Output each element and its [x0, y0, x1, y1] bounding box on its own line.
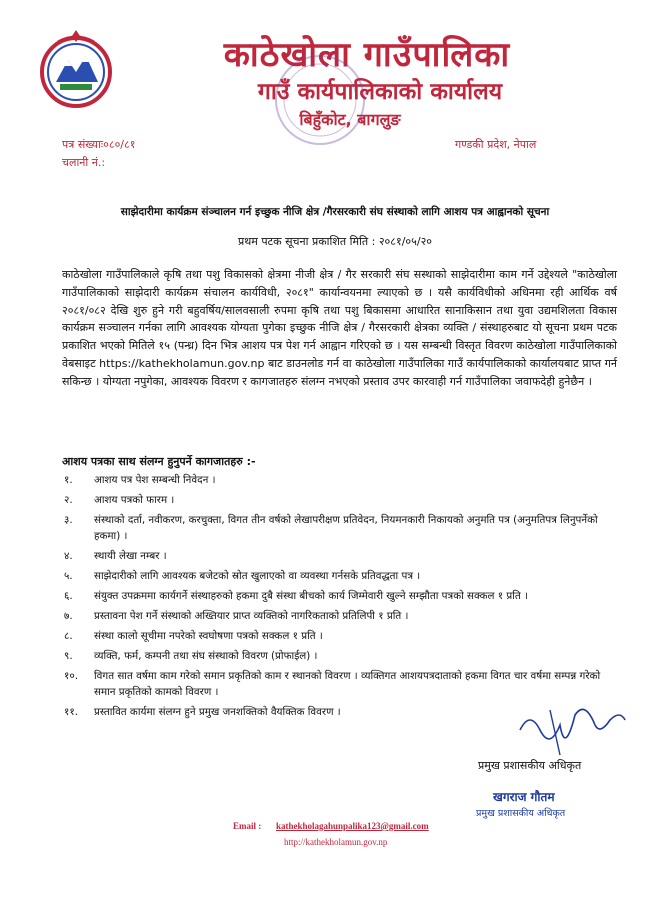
- documents-list: [62, 472, 622, 724]
- municipality-emblem: [36, 30, 116, 110]
- email-link[interactable]: kathekholagahunpalika123@gmail.com: [276, 821, 429, 831]
- document-item-text: विगत सात वर्षमा काम गरेको समान प्रकृतिको काम र स्थानको विवरण । व्यक्तिगत आशयपत्रदाताको हकमा विगत चार वर्षमा सम्पन्न गरेको समान प्रकृतिको कामको विवरण ।: [94, 670, 601, 698]
- province-label: गण्डकी प्रदेश, नेपाल: [455, 138, 537, 151]
- document-item: [62, 512, 622, 544]
- document-item: [62, 628, 622, 644]
- document-item-number: ४.: [64, 550, 73, 562]
- website-link[interactable]: http://kathekholamun.gov.np: [284, 837, 388, 847]
- letter-number: पत्र संख्याः०८०/८१: [62, 138, 136, 151]
- document-item-text: प्रस्तावित कार्यमा संलग्न हुने प्रमुख जनशक्तिको वैयक्तिक विवरण ।: [94, 706, 341, 718]
- notice-body: काठेखोला गाउँपालिकाले कृषि तथा पशु विकासको क्षेत्रमा नीजी क्षेत्र / गैर सरकारी संघ सस्थाको साझेदारीमा काम गर्ने उद्देश्यले "काठेखोला गाउँपालिकाको साझेदारी कार्यक्रम संचालन कार्यविधी, २०८१" कार्यान्वयनमा ल्याएको छ । यसै कार्यविधीको अधिनमा रही आर्थिक वर्ष २०८१/०८२ देखि शुरु हुने गरी बहुवर्षिय/सालवसाली रुपमा कृषि तथा पशु बिकासमा आधारित सानाकिसान तथा युवा उद्यमशिलता विकास कार्यक्रम सञ्चालन गर्नका लागि आवश्यक योग्यता पुगेका इच्छुक नीजि क्षेत्र / गैरसरकारी क्षेत्रका व्यक्ति / संस्थाहरुबाट यो सूचना प्रथम पटक प्रकाशित भएको मितिले १५ (पन्ध्र) दिन भित्र आशय पत्र पेश गर्न आह्वान गरिएको छ । यस सम्बन्धी विस्तृत विवरण काठेखोला गाउँपालिकाको वेबसाइट https://kathekholamun.gov.np बाट डाउनलोड गर्न वा काठेखोला गाउँपालिका गाउँ कार्यपालिकाको कार्यालयबाट प्राप्त गर्न सकिन्छ । योग्यता नपुगेका, आवश्यक विवरण र कागजातहरु संलग्न नभएको प्रस्ताव उपर कारवाही गर्न गाउँपालिका जवाफदेही हुनेछैन ।: [62, 268, 617, 388]
- document-item-number: ७.: [64, 610, 73, 622]
- document-item: [62, 548, 622, 564]
- officer-name-designation: प्रमुख प्रशासकीय अधिकृत: [476, 808, 566, 819]
- document-item: [62, 588, 622, 604]
- document-item-number: ११.: [64, 706, 78, 718]
- document-item-number: ९.: [64, 650, 73, 662]
- officer-name: खगराज गौतम: [493, 790, 555, 804]
- document-item-text: व्यक्ति, फर्म, कम्पनी तथा संघ संस्थाको विवरण (प्रोफाईल) ।: [94, 650, 318, 662]
- office-location: बिहुँकोट, बागलुङ: [299, 110, 401, 129]
- dispatch-number: चलानी नं.:: [62, 156, 106, 169]
- document-item-text: आशय पत्रको फारम ।: [94, 494, 175, 506]
- officer-designation: प्रमुख प्रशासकीय अधिकृत: [478, 759, 582, 772]
- signature-mark: [510, 700, 630, 760]
- email-label: Email :: [233, 821, 262, 831]
- document-item-text: संयुक्त उपक्रममा कार्यगर्ने संस्थाहरुको हकमा दुबै संस्था बीचको कार्य जिम्मेवारी खुल्ने सम्झौता पत्रको सक्कल १ प्रति ।: [94, 590, 528, 602]
- document-item: [62, 472, 622, 488]
- document-item: [62, 492, 622, 508]
- document-item-number: २.: [64, 494, 73, 506]
- document-item: [62, 648, 622, 664]
- document-item-text: प्रस्तावना पेश गर्ने संस्थाको अख्तियार प्राप्त व्यक्तिको नागरिकताको प्रतिलिपी १ प्रति ।: [94, 610, 409, 622]
- documents-heading: आशय पत्रका साथ संलग्न हुनुपर्ने कागजातहरु :-: [62, 455, 256, 468]
- document-item: [62, 568, 622, 584]
- document-item-number: ३.: [64, 514, 73, 526]
- document-item-text: संस्थाको दर्ता, नवीकरण, करचुक्ता, विगत तीन वर्षको लेखापरीक्षण प्रतिवेदन, नियमनकारी निकायको अनुमति पत्र (अनुमतिपत्र लिनुपर्नेको हकमा) ।: [94, 514, 598, 542]
- office-name: गाउँ कार्यपालिकाको कार्यालय: [257, 79, 503, 105]
- document-item: [62, 668, 622, 700]
- document-item-number: ६.: [64, 590, 73, 602]
- document-item-number: १.: [64, 474, 73, 486]
- document-item: [62, 608, 622, 624]
- document-item-number: ५.: [64, 570, 73, 582]
- publish-date: प्रथम पटक सूचना प्रकाशित मिति : २०८१/०५/२०: [237, 235, 433, 248]
- document-item-text: स्थायी लेखा नम्बर ।: [94, 550, 167, 562]
- office-stamp: [270, 50, 370, 150]
- org-name: काठेखोला गाउँपालिका: [223, 35, 511, 75]
- document-item-text: संस्था कालो सूचीमा नपरेको स्वघोषणा पत्रको सक्कल १ प्रति ।: [94, 630, 323, 642]
- document-item-number: १०.: [64, 670, 78, 682]
- document-item-number: ८.: [64, 630, 73, 642]
- document-item-text: साझेदारीको लागि आवश्यक बजेटको स्रोत खुलाएको वा व्यवस्था गर्नसके प्रतिवद्धता पत्र ।: [94, 570, 421, 582]
- notice-title: साझेदारीमा कार्यक्रम संञ्चालन गर्न इच्छुक नीजि क्षेत्र /गैरसरकारी संघ संस्थाको लागि आशय पत्र आह्वानको सूचना: [120, 206, 550, 218]
- document-item-text: आशय पत्र पेश सम्बन्धी निवेदन ।: [94, 474, 216, 486]
